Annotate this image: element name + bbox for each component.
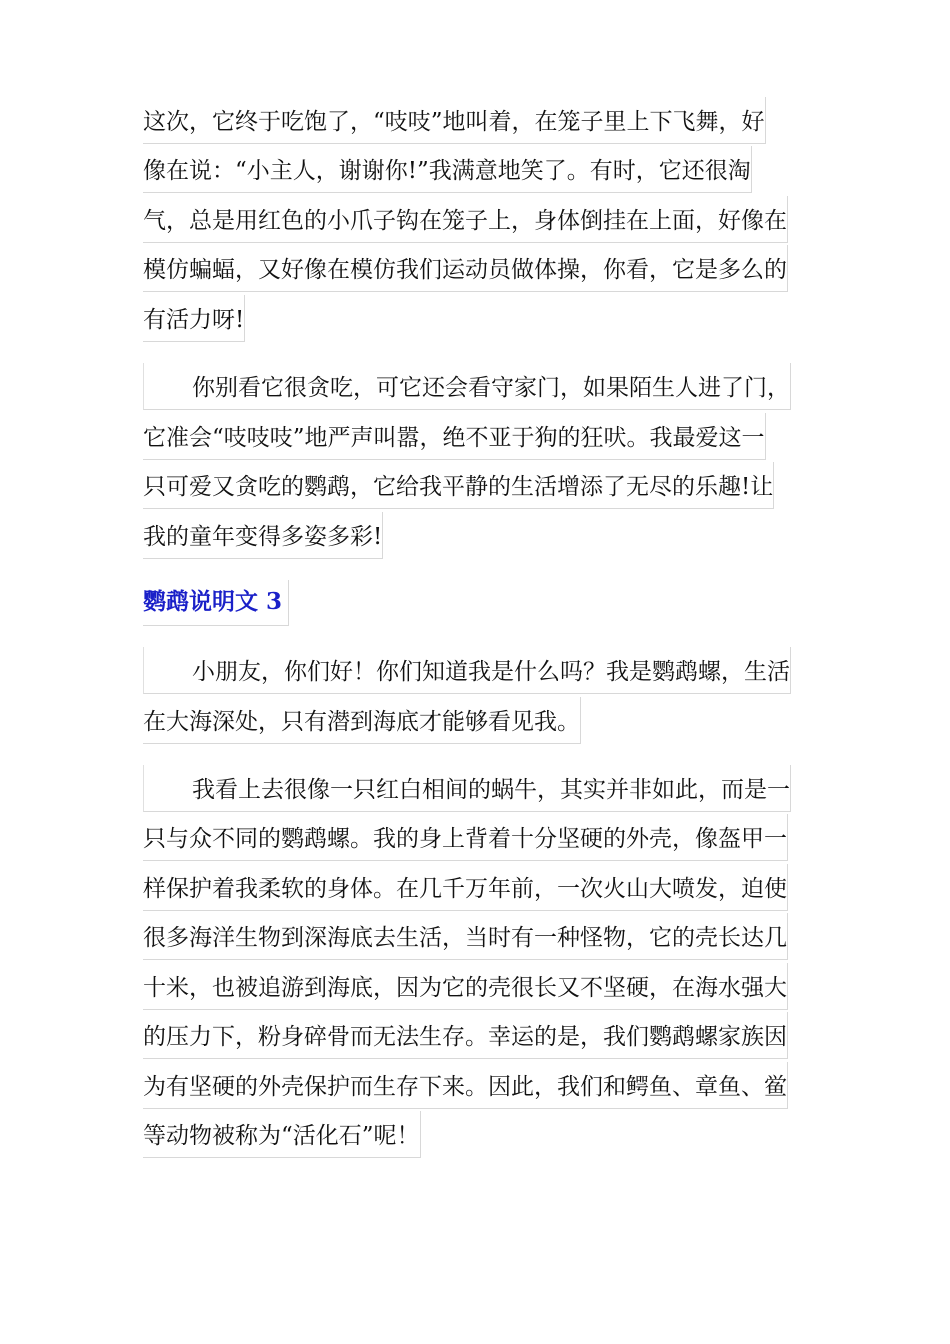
paragraph-1-line-2: 像在说：“小主人，谢谢你!”我满意地笑了。有时，它还很淘 (143, 146, 752, 193)
paragraph-4-line-5: 十米，也被追游到海底，因为它的壳很长又不坚硬，在海水强大 (143, 963, 788, 1010)
paragraph-4-line-1 (143, 765, 791, 812)
paragraph-3-line-2: 在大海深处，只有潜到海底才能够看见我。 (143, 697, 581, 744)
paragraph-2-line-2: 它准会“吱吱吱”地严声叫嚣，绝不亚于狗的狂吠。我最爱这一 (143, 413, 766, 460)
paragraph-4-line-2: 只与众不同的鹦鹉螺。我的身上背着十分坚硬的外壳，像盔甲一 (143, 814, 788, 861)
paragraph-2-line-4: 我的童年变得多姿多彩! (143, 512, 383, 559)
paragraph-2-line-1 (143, 363, 791, 410)
paragraph-3-line-1-text: 小朋友，你们好！你们知道我是什么吗？我是鹦鹉螺，生活 (192, 659, 790, 685)
paragraph-1-line-4: 模仿蝙蝠，又好像在模仿我们运动员做体操，你看，它是多么的 (143, 245, 788, 292)
paragraph-4-line-7: 为有坚硬的外壳保护而生存下来。因此，我们和鳄鱼、章鱼、鲎 (143, 1062, 788, 1109)
paragraph-2-line-1-text: 你别看它很贪吃，可它还会看守家门，如果陌生人进了门， (192, 375, 790, 401)
paragraph-4-line-1-text: 我看上去很像一只红白相间的蜗牛，其实并非如此，而是一 (192, 777, 790, 803)
paragraph-1-line-1: 这次，它终于吃饱了，“吱吱”地叫着，在笼子里上下飞舞，好 (143, 97, 766, 144)
paragraph-1-line-3: 气，总是用红色的小爪子钩在笼子上，身体倒挂在上面，好像在 (143, 196, 788, 243)
paragraph-4-line-6: 的压力下，粉身碎骨而无法生存。幸运的是，我们鹦鹉螺家族因 (143, 1012, 788, 1059)
paragraph-4-line-3: 样保护着我柔软的身体。在几千万年前，一次火山大喷发，迫使 (143, 864, 788, 911)
paragraph-2-line-3: 只可爱又贪吃的鹦鹉，它给我平静的生活增添了无尽的乐趣!让 (143, 462, 774, 509)
paragraph-4-line-8: 等动物被称为“活化石”呢！ (143, 1111, 421, 1158)
section-heading: 鹦鹉说明文 3 (143, 580, 289, 626)
paragraph-3-line-1 (143, 647, 791, 694)
paragraph-4-line-4: 很多海洋生物到深海底去生活，当时有一种怪物，它的壳长达几 (143, 913, 788, 960)
paragraph-1-line-5: 有活力呀! (143, 295, 245, 342)
